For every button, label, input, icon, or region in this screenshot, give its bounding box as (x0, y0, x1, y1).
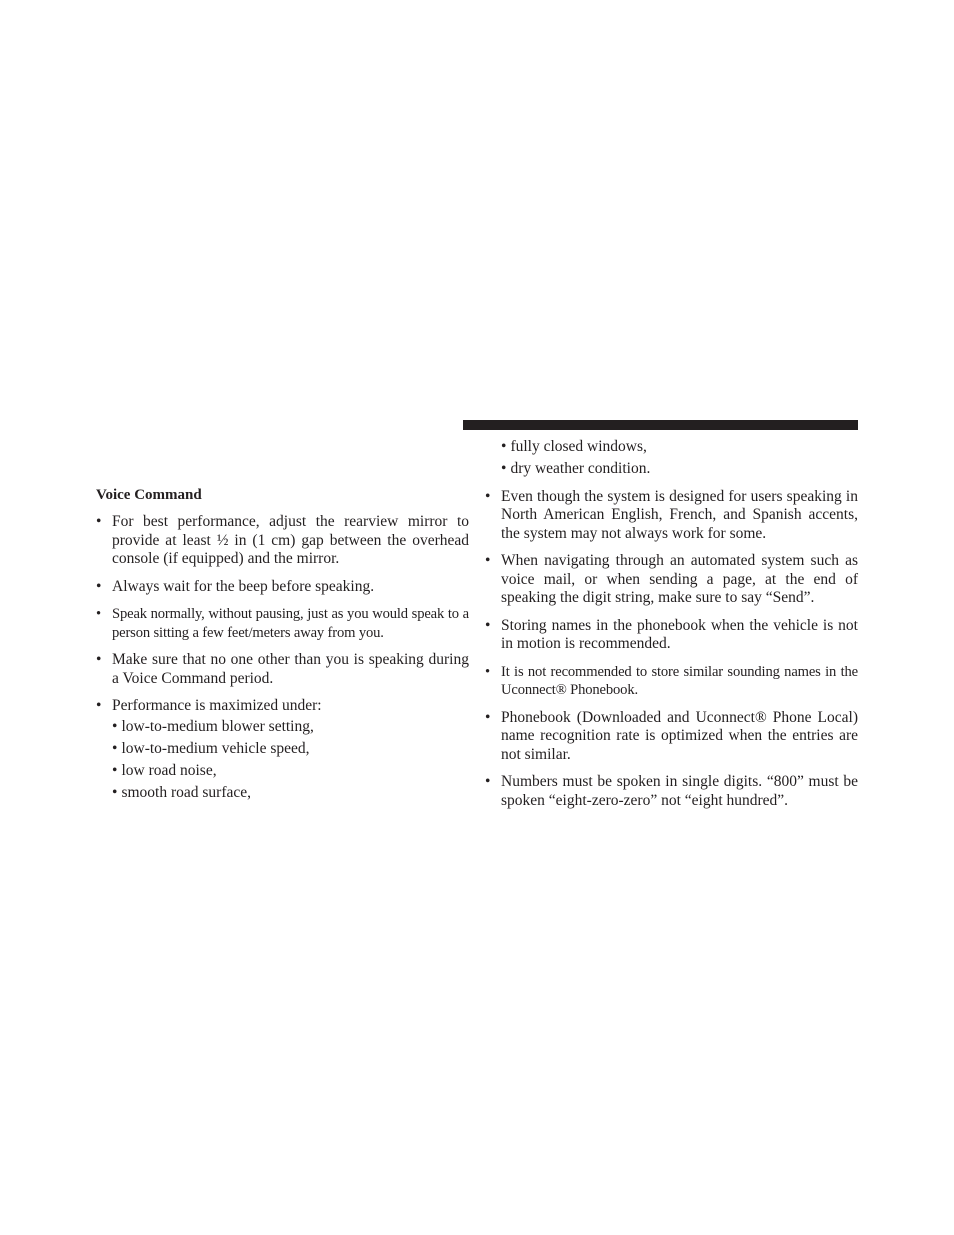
performance-conditions-list (112, 718, 469, 803)
bullet-icon: • (485, 552, 491, 569)
sub-list-item (112, 718, 469, 737)
sub-list-item-text: dry weather condition. (510, 460, 651, 477)
sub-list-item (112, 740, 469, 759)
bullet-icon: • (485, 663, 490, 680)
bullet-icon: • (96, 577, 102, 595)
right-column (485, 438, 858, 819)
list-item-text: Even though the system is designed for users speaking in North American English, French, and Spanish accents, the system may not always work for some. (501, 487, 858, 542)
bullet-icon: • (96, 606, 101, 622)
list-item-text: Always wait for the beep before speaking. (112, 577, 375, 595)
sub-list-item-text: fully closed windows, (510, 438, 647, 455)
voice-command-notes-list (485, 488, 858, 811)
bullet-icon: • (96, 651, 102, 668)
list-item-text: When navigating through an automated system such as voice mail, or when sending a page, at the end of speaking the digit string, make sure to say “Send”. (501, 552, 858, 606)
list-item (96, 697, 469, 802)
list-item (485, 773, 858, 810)
list-item-text: Speak normally, without pausing, just as you would speak to a person sitting a few feet/meters away from you. (112, 606, 469, 641)
list-item (96, 605, 469, 642)
list-item-text: For best performance, adjust the rearview mirror to provide at least ½ in (1 cm) gap between the overhead console (if equipped) and the mirror. (112, 513, 469, 567)
bullet-icon: • (485, 616, 491, 634)
continued-conditions-list (501, 438, 858, 479)
bullet-icon: • (485, 708, 491, 726)
bullet-icon: • (112, 783, 118, 801)
sub-list-item (112, 784, 469, 803)
section-title: Voice Command (96, 487, 202, 503)
section-header-bar (463, 420, 858, 430)
bullet-icon: • (501, 438, 507, 455)
list-item (485, 663, 858, 700)
list-item-text: Numbers must be spoken in single digits. “800” must be spoken “eight-zero-zero” not “eight hundred”. (501, 773, 858, 809)
list-item-text: Phonebook (Downloaded and Uconnect® Phone Local) name recognition rate is optimized when the entries are not similar. (501, 708, 858, 763)
list-item (96, 578, 469, 597)
list-item (485, 552, 858, 608)
bullet-icon: • (96, 697, 102, 714)
sub-list-item-text: low-to-medium blower setting, (121, 717, 314, 735)
list-item-text: Performance is maximized under: (112, 697, 322, 714)
list-item (485, 709, 858, 765)
sub-list-item-text: smooth road surface, (121, 783, 251, 801)
list-item (96, 513, 469, 569)
sub-list-item (112, 762, 469, 781)
bullet-icon: • (112, 739, 118, 757)
bullet-icon: • (485, 773, 491, 790)
list-item-text: It is not recommended to store similar sounding names in the Uconnect® Phonebook. (501, 663, 858, 698)
bullet-icon: • (112, 761, 118, 779)
list-item (96, 651, 469, 688)
sub-list-item-text: low-to-medium vehicle speed, (121, 739, 310, 757)
bullet-icon: • (112, 717, 118, 735)
left-column (96, 485, 469, 811)
bullet-icon: • (501, 460, 507, 477)
sub-list-item (501, 438, 858, 457)
bullet-icon: • (485, 487, 491, 505)
list-item (485, 617, 858, 654)
bullet-icon: • (96, 513, 102, 530)
voice-command-tips-list (96, 513, 469, 802)
sub-list-item (501, 460, 858, 479)
sub-list-item-text: low road noise, (121, 761, 217, 779)
list-item-text: Make sure that no one other than you is speaking during a Voice Command period. (112, 651, 469, 687)
list-item-text: Storing names in the phonebook when the vehicle is not in motion is recommended. (501, 616, 858, 652)
list-item (485, 488, 858, 544)
